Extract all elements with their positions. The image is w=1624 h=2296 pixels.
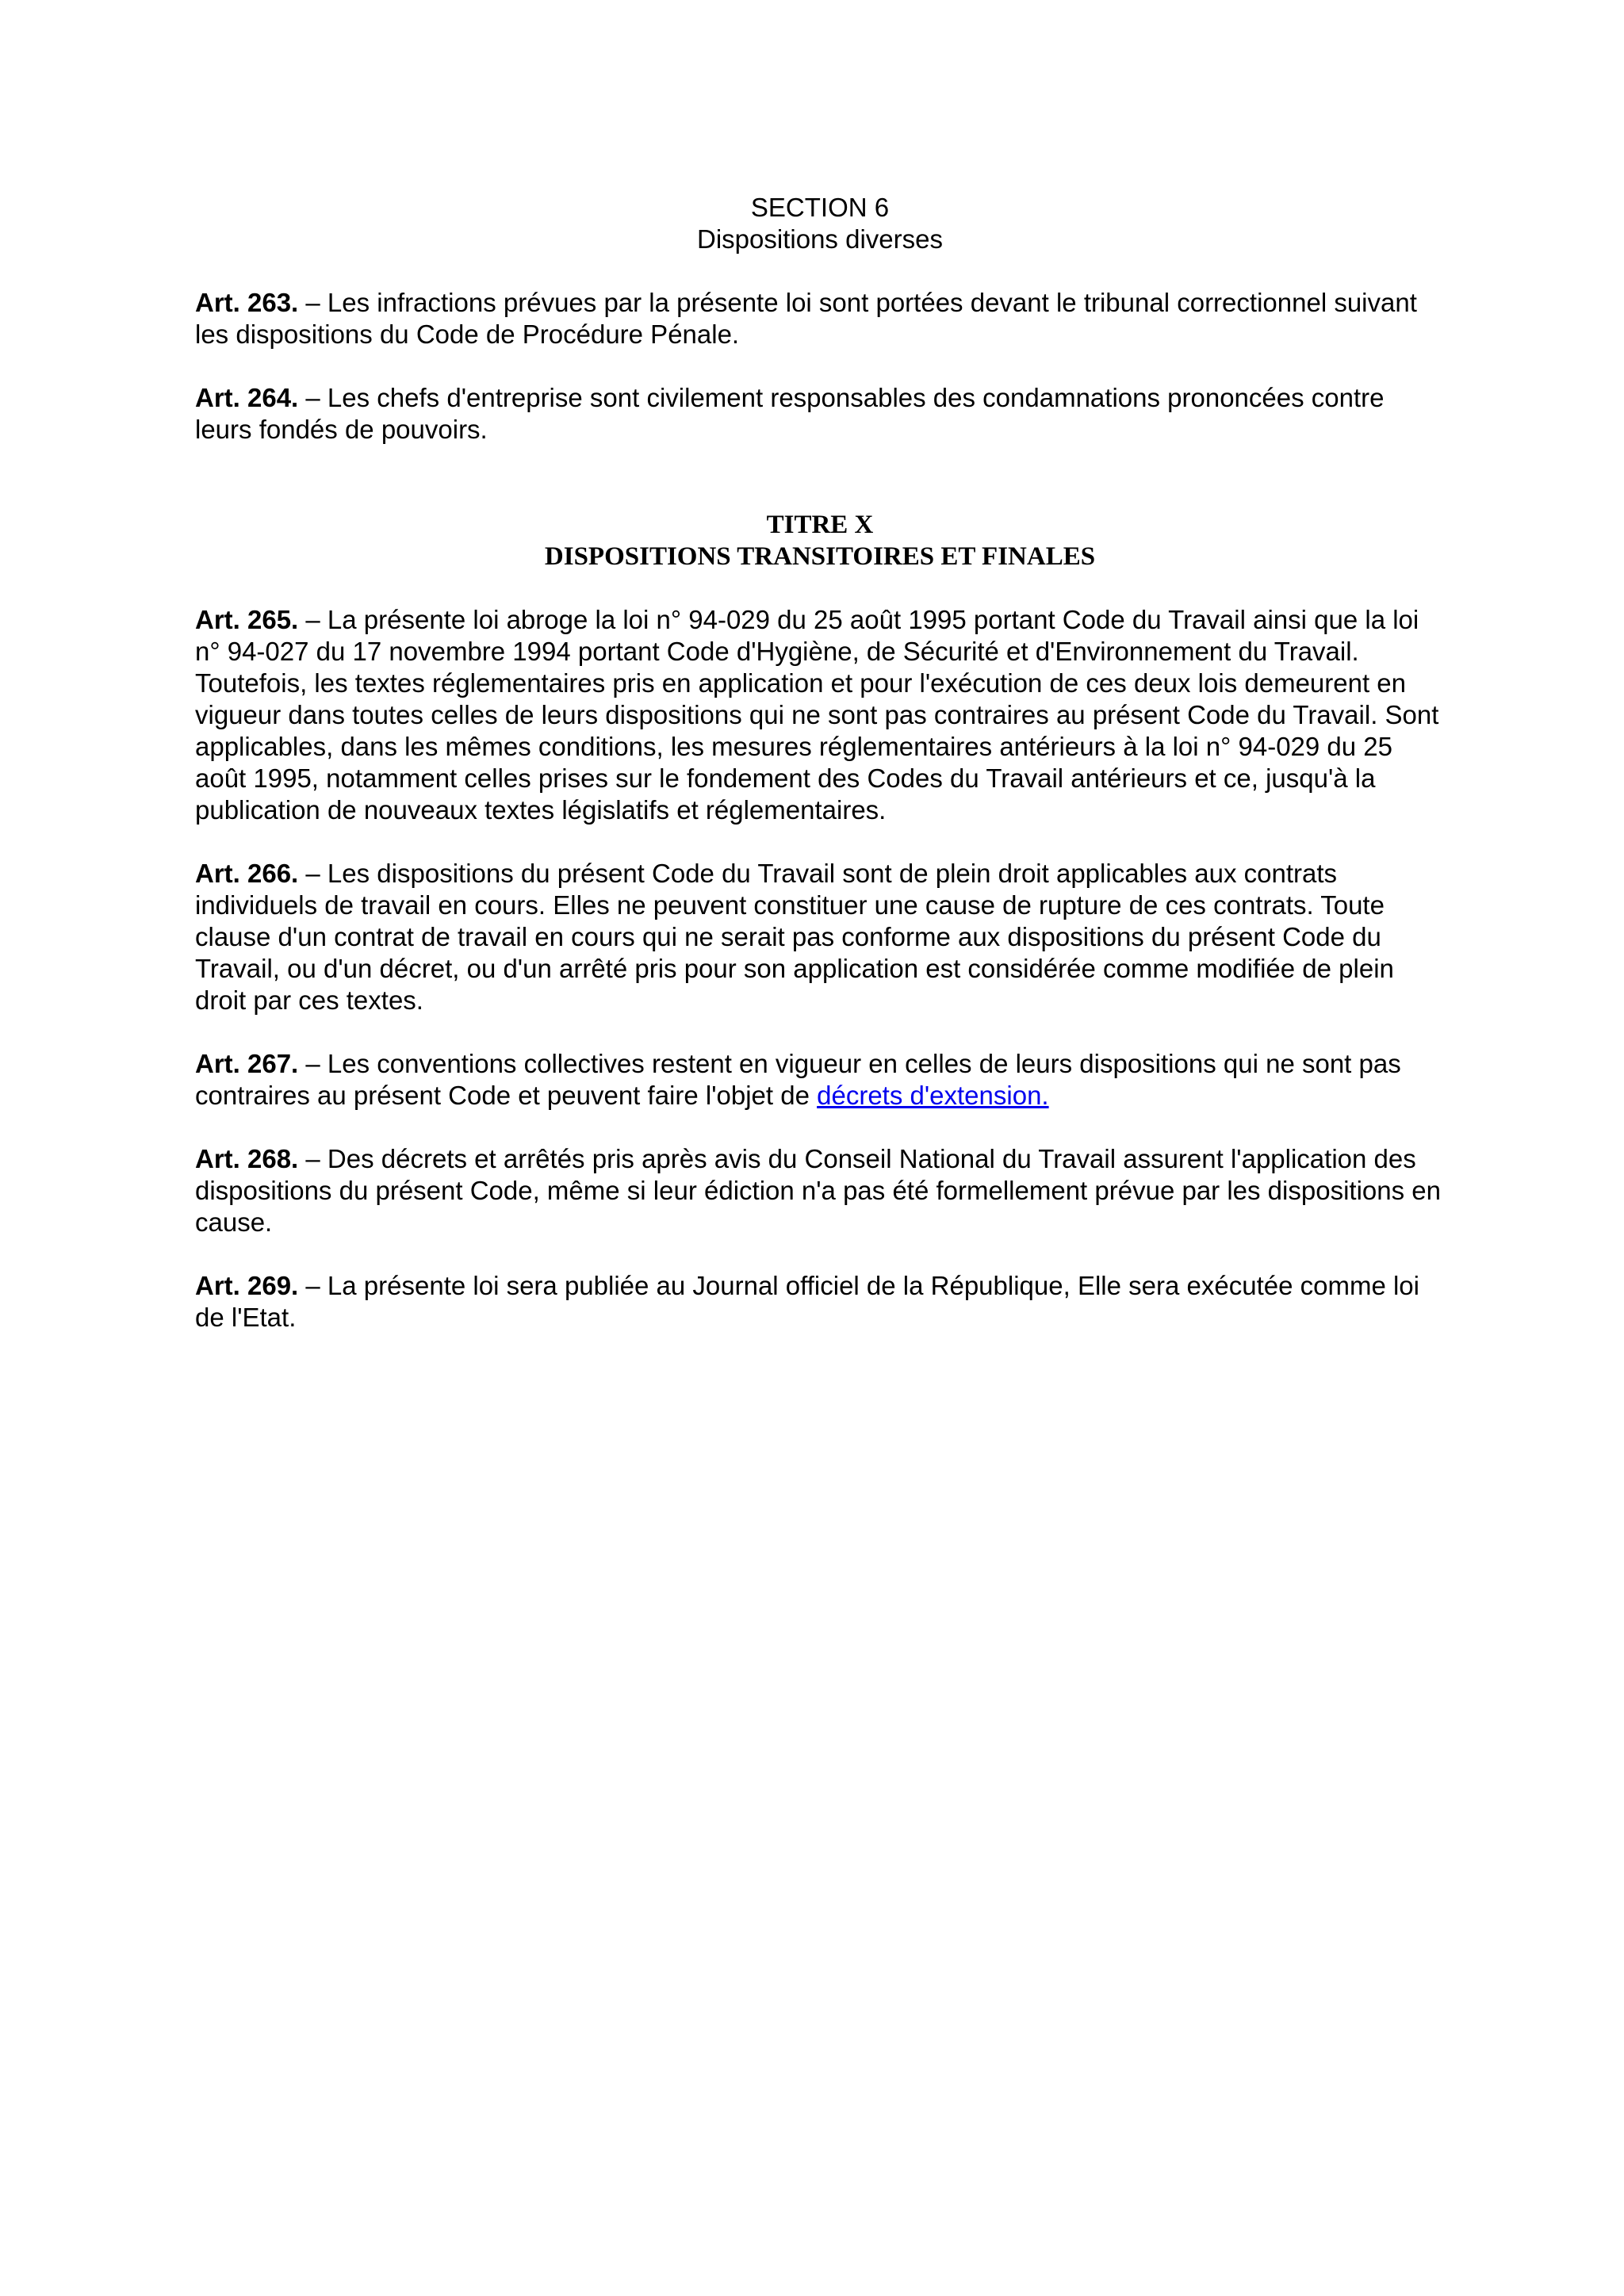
article-265 xyxy=(195,604,1445,826)
article-263 xyxy=(195,287,1445,350)
article-paragraph xyxy=(195,858,1445,1016)
titre-title: DISPOSITIONS TRANSITOIRES ET FINALES xyxy=(544,542,1096,571)
article-paragraph xyxy=(195,1048,1445,1112)
titre-number: TITRE X xyxy=(766,511,874,539)
article-paragraph xyxy=(195,1270,1445,1334)
article-number: Art. 268. xyxy=(195,1144,299,1173)
document-content xyxy=(195,192,1445,1365)
article-paragraph xyxy=(195,1143,1445,1238)
decrets-extension-link[interactable]: décrets d'extension. xyxy=(817,1081,1049,1110)
article-number: Art. 264. xyxy=(195,383,299,412)
article-text: – Les infractions prévues par la présente loi sont portées devant le tribunal correctionnel suivant les dispositions du Code de Procédure Pénale. xyxy=(195,288,1417,349)
article-text: – Les dispositions du présent Code du Travail sont de plein droit applicables aux contrats individuels de travail en cours. Elles ne peuvent constituer une cause de rupture de ces contrats. Toute clause d'un contrat de travail en cours qui ne serait pas conforme aux dispositions du présent Code du Travail, ou d'un décret, ou d'un arrêté pris pour son application est considérée comme modifiée de plein droit par ces textes. xyxy=(195,859,1394,1015)
article-264 xyxy=(195,382,1445,446)
article-268 xyxy=(195,1143,1445,1238)
article-text: – La présente loi sera publiée au Journal officiel de la République, Elle sera exécutée comme loi de l'Etat. xyxy=(195,1271,1419,1332)
article-number: Art. 263. xyxy=(195,288,299,317)
article-number: Art. 266. xyxy=(195,859,299,888)
article-text: – Les conventions collectives restent en vigueur en celles de leurs dispositions qui ne sont pas contraires au présent Code et peuvent faire l'objet de xyxy=(195,1049,1401,1110)
article-paragraph xyxy=(195,287,1445,350)
section-title: Dispositions diverses xyxy=(697,224,943,254)
article-number: Art. 269. xyxy=(195,1271,299,1300)
article-text: – Des décrets et arrêtés pris après avis du Conseil National du Travail assurent l'application des dispositions du présent Code, même si leur édiction n'a pas été formellement prévue par les dispositions en cause. xyxy=(195,1144,1441,1237)
article-paragraph xyxy=(195,382,1445,446)
article-number: Art. 265. xyxy=(195,605,299,634)
titre-heading xyxy=(195,509,1445,572)
article-text: – Les chefs d'entreprise sont civilement responsables des condamnations prononcées contre leurs fondés de pouvoirs. xyxy=(195,383,1385,444)
article-266 xyxy=(195,858,1445,1016)
section-heading xyxy=(195,192,1445,255)
article-number: Art. 267. xyxy=(195,1049,299,1078)
article-269 xyxy=(195,1270,1445,1334)
article-paragraph xyxy=(195,604,1445,668)
article-text: – La présente loi abroge la loi n° 94-029 du 25 août 1995 portant Code du Travail ainsi que la loi n° 94-027 du 17 novembre 1994 portant Code d'Hygiène, de Sécurité et d'Environnement du Travail. xyxy=(195,605,1419,666)
section-number: SECTION 6 xyxy=(750,193,890,222)
article-continuation: Toutefois, les textes réglementaires pris en application et pour l'exécution de ces deux lois demeurent en vigueur dans toutes celles de leurs dispositions qui ne sont pas contraires au présent Code du Travail. Sont applicables, dans les mêmes conditions, les mesures réglementaires antérieurs à la loi n° 94-029 du 25 août 1995, notamment celles prises sur le fondement des Codes du Travail antérieurs et ce, jusqu'à la publication de nouveaux textes législatifs et réglementaires. xyxy=(195,668,1439,825)
article-267 xyxy=(195,1048,1445,1112)
